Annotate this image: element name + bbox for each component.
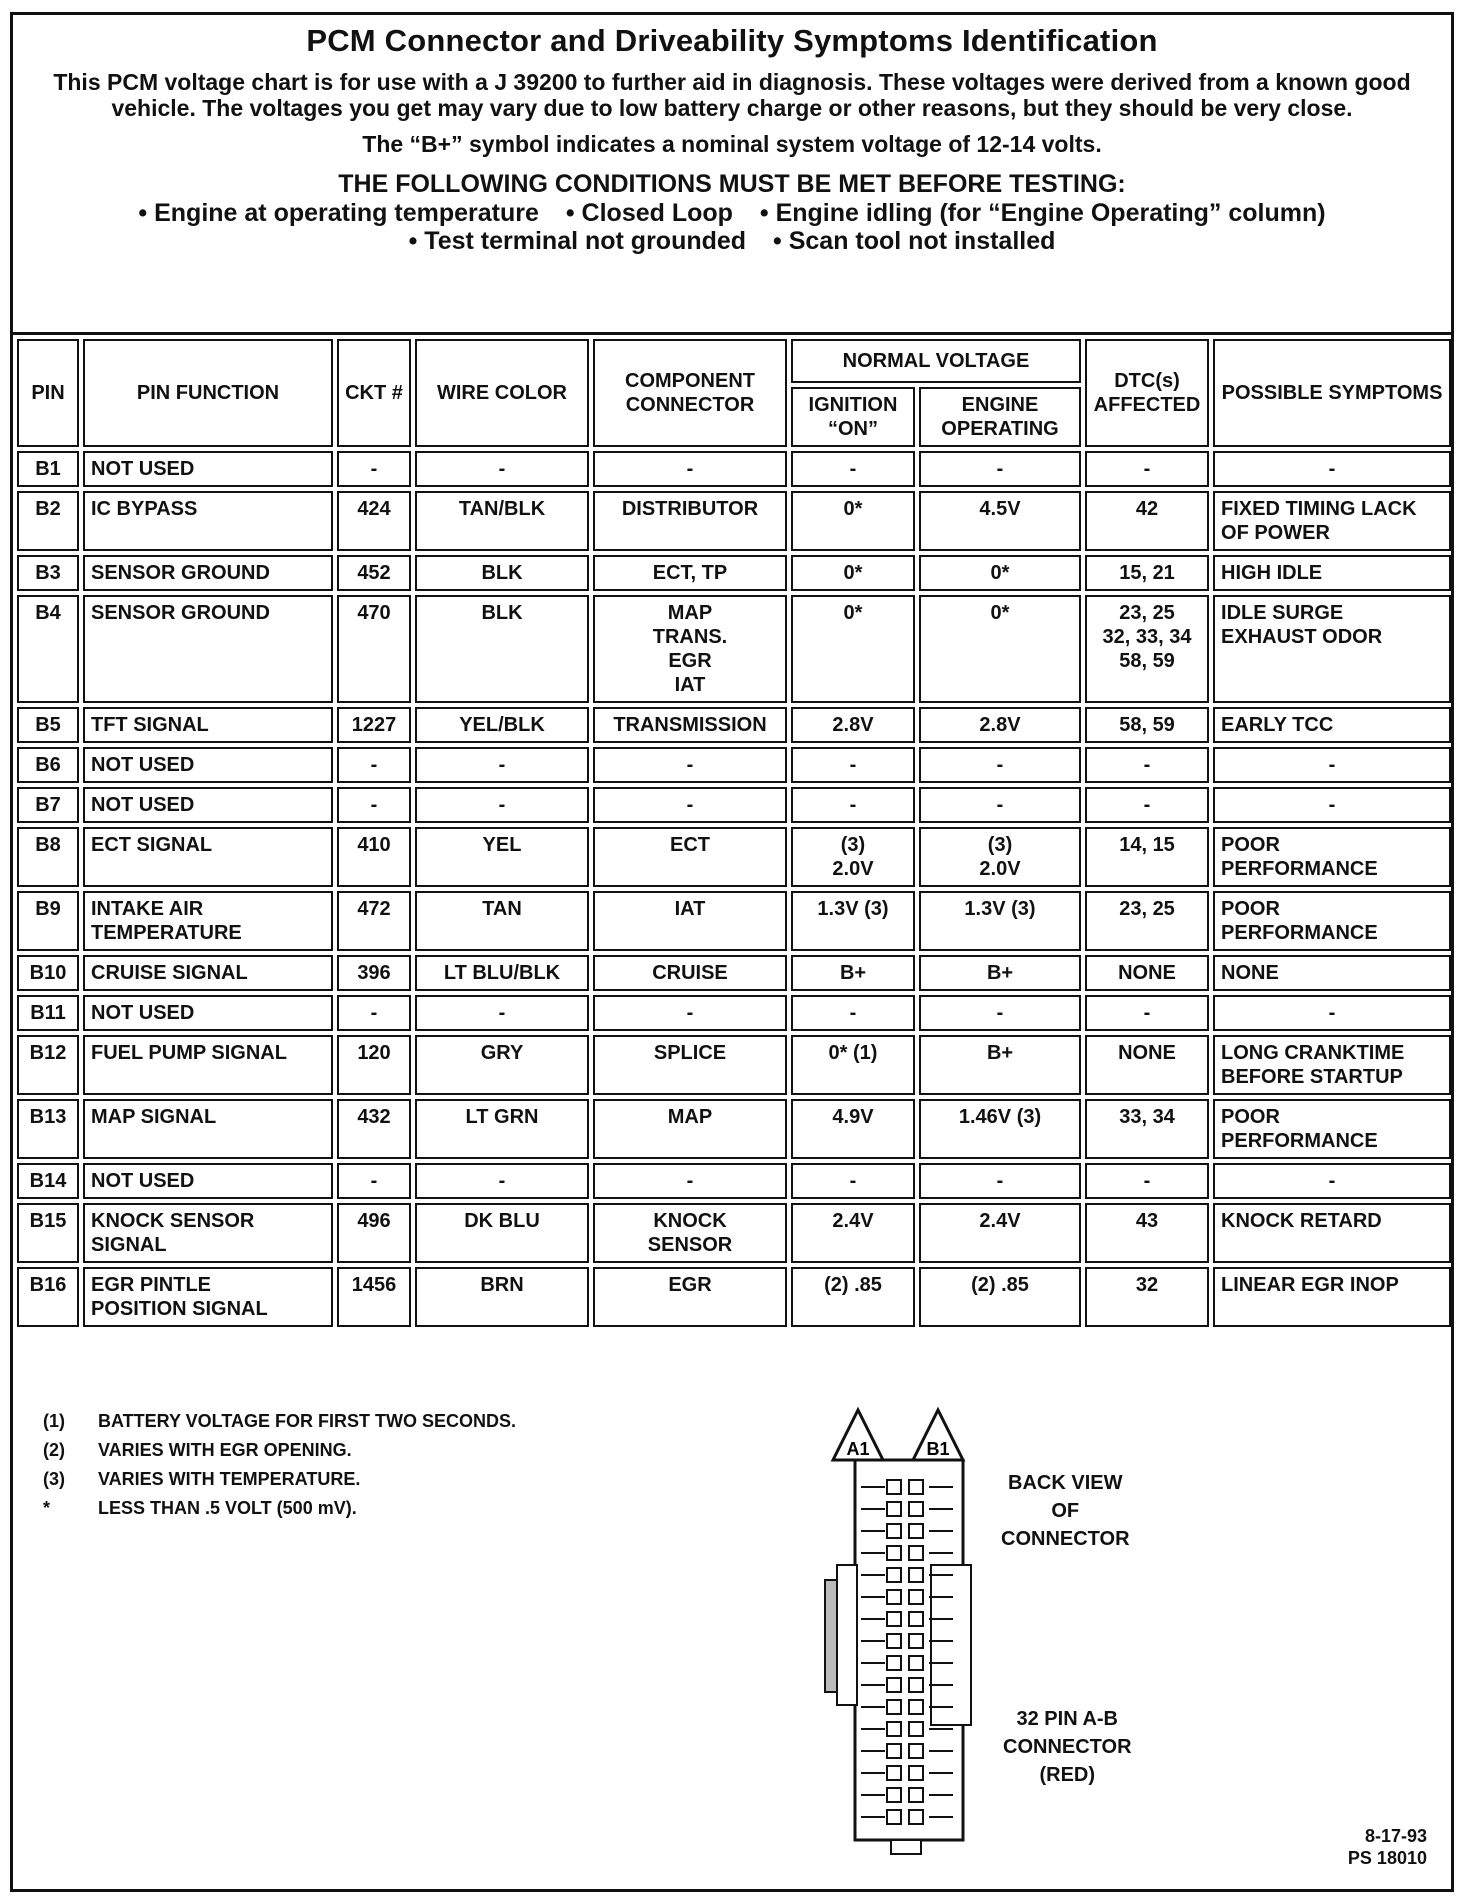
dtc-cell: - — [1085, 747, 1209, 783]
ckt-cell: 472 — [337, 891, 411, 951]
col-header-pin: PIN — [17, 339, 79, 447]
component-cell: MAP — [593, 1099, 787, 1159]
wire-color-cell: LT BLU/BLK — [415, 955, 589, 991]
ckt-cell: 120 — [337, 1035, 411, 1095]
component-cell: DISTRIBUTOR — [593, 491, 787, 551]
symptoms-cell: - — [1213, 787, 1451, 823]
component-cell: IAT — [593, 891, 787, 951]
connector-pin-cell — [909, 1722, 923, 1736]
symptoms-cell: POOR PERFORMANCE — [1213, 891, 1451, 951]
col-header-dtc: DTC(s) AFFECTED — [1085, 339, 1209, 447]
wire-color-cell: - — [415, 1163, 589, 1199]
engine-operating-cell: 1.3V (3) — [919, 891, 1081, 951]
function-cell: TFT SIGNAL — [83, 707, 333, 743]
col-header-component: COMPONENT CONNECTOR — [593, 339, 787, 447]
connector-pin-cell — [909, 1634, 923, 1648]
connector-pin-cell — [887, 1700, 901, 1714]
engine-operating-cell: 0* — [919, 555, 1081, 591]
engine-operating-cell: 1.46V (3) — [919, 1099, 1081, 1159]
ckt-cell: 452 — [337, 555, 411, 591]
connector-pin-cell — [887, 1612, 901, 1626]
pin-cell: B15 — [17, 1203, 79, 1263]
pin-cell: B12 — [17, 1035, 79, 1095]
col-header-ckt: CKT # — [337, 339, 411, 447]
pin-cell: B9 — [17, 891, 79, 951]
pin-cell: B5 — [17, 707, 79, 743]
wire-color-cell: - — [415, 747, 589, 783]
wire-color-cell: BRN — [415, 1267, 589, 1327]
conditions-title: THE FOLLOWING CONDITIONS MUST BE MET BEFORE TESTING: — [338, 170, 1126, 198]
connector-pin-cell — [887, 1480, 901, 1494]
dtc-cell: - — [1085, 1163, 1209, 1199]
wire-color-cell: GRY — [415, 1035, 589, 1095]
symptoms-cell: - — [1213, 1163, 1451, 1199]
function-cell: EGR PINTLE POSITION SIGNAL — [83, 1267, 333, 1327]
table-row — [17, 1099, 1451, 1159]
function-cell: NOT USED — [83, 1163, 333, 1199]
symptoms-cell: POOR PERFORMANCE — [1213, 827, 1451, 887]
symptoms-cell: LINEAR EGR INOP — [1213, 1267, 1451, 1327]
connector-pin-cell — [887, 1568, 901, 1582]
connector-pin-cell — [887, 1634, 901, 1648]
footnote: (2) VARIES WITH EGR OPENING. — [43, 1440, 352, 1460]
pin-a1-label: A1 — [846, 1439, 870, 1459]
ignition-on-cell: 0* — [791, 595, 915, 703]
connector-pin-cell — [909, 1810, 923, 1824]
pin-cell: B11 — [17, 995, 79, 1031]
connector-pin-cell — [909, 1524, 923, 1538]
table-row — [17, 891, 1451, 951]
connector-pin-cell — [887, 1722, 901, 1736]
engine-operating-cell: - — [919, 747, 1081, 783]
connector-pin-cell — [909, 1590, 923, 1604]
pin-table — [13, 335, 1455, 1331]
ckt-cell: - — [337, 1163, 411, 1199]
connector-pin-cell — [909, 1766, 923, 1780]
ignition-on-cell: 0* — [791, 491, 915, 551]
dtc-cell: NONE — [1085, 955, 1209, 991]
component-cell: - — [593, 995, 787, 1031]
engine-operating-cell: 2.4V — [919, 1203, 1081, 1263]
pin-cell: B16 — [17, 1267, 79, 1327]
connector-pin-cell — [887, 1502, 901, 1516]
table-row — [17, 1035, 1451, 1095]
function-cell: INTAKE AIR TEMPERATURE — [83, 891, 333, 951]
symptoms-cell: NONE — [1213, 955, 1451, 991]
conditions-line-1 — [13, 199, 1451, 227]
page-title: PCM Connector and Driveability Symptoms Identification — [306, 23, 1158, 58]
wire-color-cell: YEL — [415, 827, 589, 887]
ignition-on-cell: (3) 2.0V — [791, 827, 915, 887]
table-row — [17, 1203, 1451, 1263]
component-cell: TRANSMISSION — [593, 707, 787, 743]
dtc-cell: - — [1085, 787, 1209, 823]
ckt-cell: 424 — [337, 491, 411, 551]
pin-cell: B1 — [17, 451, 79, 487]
function-cell: NOT USED — [83, 451, 333, 487]
engine-operating-cell: B+ — [919, 1035, 1081, 1095]
wire-color-cell: BLK — [415, 555, 589, 591]
pin-cell: B7 — [17, 787, 79, 823]
connector-pin-cell — [909, 1480, 923, 1494]
symptoms-cell: IDLE SURGE EXHAUST ODOR — [1213, 595, 1451, 703]
function-cell: IC BYPASS — [83, 491, 333, 551]
component-cell: MAP TRANS. EGR IAT — [593, 595, 787, 703]
connector-pin-cell — [887, 1656, 901, 1670]
engine-operating-cell: (2) .85 — [919, 1267, 1081, 1327]
dtc-cell: - — [1085, 995, 1209, 1031]
table-row — [17, 491, 1451, 551]
table-row — [17, 995, 1451, 1031]
symptoms-cell: LONG CRANKTIME BEFORE STARTUP — [1213, 1035, 1451, 1095]
wire-color-cell: YEL/BLK — [415, 707, 589, 743]
footnote: (3) VARIES WITH TEMPERATURE. — [43, 1469, 361, 1489]
ckt-cell: - — [337, 787, 411, 823]
connector-pin-cell — [909, 1788, 923, 1802]
bplus-note: The “B+” symbol indicates a nominal system voltage of 12-14 volts. — [362, 131, 1102, 157]
ignition-on-cell: (2) .85 — [791, 1267, 915, 1327]
component-cell: EGR — [593, 1267, 787, 1327]
dtc-cell: 43 — [1085, 1203, 1209, 1263]
col-header-pin-function: PIN FUNCTION — [83, 339, 333, 447]
dtc-cell: 15, 21 — [1085, 555, 1209, 591]
connector-pin-cell — [887, 1744, 901, 1758]
connector-pin-cell — [887, 1766, 901, 1780]
pin-cell: B2 — [17, 491, 79, 551]
dtc-cell: - — [1085, 451, 1209, 487]
condition-item: • Test terminal not grounded — [408, 227, 747, 255]
table-row — [17, 787, 1451, 823]
col-header-ignition-on: IGNITION “ON” — [791, 387, 915, 447]
pin-cell: B6 — [17, 747, 79, 783]
pin-cell: B8 — [17, 827, 79, 887]
pin-b1-label: B1 — [926, 1439, 950, 1459]
pin-cell: B4 — [17, 595, 79, 703]
connector-lock-tab — [931, 1565, 971, 1725]
connector-pin-cell — [887, 1678, 901, 1692]
ckt-cell: 496 — [337, 1203, 411, 1263]
function-cell: SENSOR GROUND — [83, 555, 333, 591]
wire-color-cell: - — [415, 451, 589, 487]
symptoms-cell: HIGH IDLE — [1213, 555, 1451, 591]
symptoms-cell: EARLY TCC — [1213, 707, 1451, 743]
col-header-wire-color: WIRE COLOR — [415, 339, 589, 447]
ckt-cell: 1456 — [337, 1267, 411, 1327]
component-cell: CRUISE — [593, 955, 787, 991]
table-row — [17, 595, 1451, 703]
table-row — [17, 827, 1451, 887]
connector-pin-cell — [887, 1590, 901, 1604]
pin-cell: B14 — [17, 1163, 79, 1199]
connector-key — [891, 1840, 921, 1854]
pin-cell: B10 — [17, 955, 79, 991]
col-header-symptoms: POSSIBLE SYMPTOMS — [1213, 339, 1451, 447]
engine-operating-cell: B+ — [919, 955, 1081, 991]
engine-operating-cell: - — [919, 787, 1081, 823]
dtc-cell: 23, 25 32, 33, 34 58, 59 — [1085, 595, 1209, 703]
table-row — [17, 707, 1451, 743]
symptoms-cell: POOR PERFORMANCE — [1213, 1099, 1451, 1159]
dtc-cell: 58, 59 — [1085, 707, 1209, 743]
ckt-cell: 1227 — [337, 707, 411, 743]
ignition-on-cell: 1.3V (3) — [791, 891, 915, 951]
document-page — [10, 12, 1454, 1892]
function-cell: SENSOR GROUND — [83, 595, 333, 703]
function-cell: NOT USED — [83, 995, 333, 1031]
component-cell: - — [593, 747, 787, 783]
condition-item: • Engine idling (for “Engine Operating” column) — [759, 199, 1326, 227]
wire-color-cell: LT GRN — [415, 1099, 589, 1159]
engine-operating-cell: - — [919, 1163, 1081, 1199]
engine-operating-cell: 2.8V — [919, 707, 1081, 743]
pin-cell: B3 — [17, 555, 79, 591]
function-cell: NOT USED — [83, 787, 333, 823]
ckt-cell: 470 — [337, 595, 411, 703]
wire-color-cell: DK BLU — [415, 1203, 589, 1263]
connector-pin-cell — [887, 1788, 901, 1802]
pin-table-body — [17, 451, 1451, 1327]
ignition-on-cell: - — [791, 995, 915, 1031]
component-cell: - — [593, 451, 787, 487]
connector-pin-cell — [909, 1612, 923, 1626]
table-row — [17, 555, 1451, 591]
connector-diagram — [813, 1400, 1013, 1860]
ckt-cell: 396 — [337, 955, 411, 991]
connector-pin-cell — [887, 1524, 901, 1538]
component-cell: ECT, TP — [593, 555, 787, 591]
dtc-cell: 14, 15 — [1085, 827, 1209, 887]
ignition-on-cell: 0* (1) — [791, 1035, 915, 1095]
footer-date: 8-17-93 — [1364, 1826, 1427, 1846]
symptoms-cell: KNOCK RETARD — [1213, 1203, 1451, 1263]
ckt-cell: 432 — [337, 1099, 411, 1159]
ignition-on-cell: 4.9V — [791, 1099, 915, 1159]
symptoms-cell: - — [1213, 747, 1451, 783]
component-cell: - — [593, 1163, 787, 1199]
function-cell: FUEL PUMP SIGNAL — [83, 1035, 333, 1095]
table-row — [17, 1163, 1451, 1199]
function-cell: NOT USED — [83, 747, 333, 783]
footer-id: PS 18010 — [1347, 1848, 1427, 1868]
connector-pin-cell — [887, 1546, 901, 1560]
footnote: * LESS THAN .5 VOLT (500 mV). — [43, 1498, 357, 1518]
col-header-normal-voltage: NORMAL VOLTAGE — [791, 339, 1081, 383]
header-block — [13, 15, 1451, 335]
wire-color-cell: TAN — [415, 891, 589, 951]
engine-operating-cell: 0* — [919, 595, 1081, 703]
conditions-line-2 — [13, 227, 1451, 255]
back-view-label: BACK VIEW OF CONNECTOR — [1001, 1472, 1130, 1550]
ignition-on-cell: - — [791, 787, 915, 823]
ckt-cell: - — [337, 451, 411, 487]
pin-cell: B13 — [17, 1099, 79, 1159]
wire-color-cell: - — [415, 995, 589, 1031]
dtc-cell: 42 — [1085, 491, 1209, 551]
footnotes — [43, 1407, 516, 1523]
connector-pin-cell — [887, 1810, 901, 1824]
ignition-on-cell: - — [791, 747, 915, 783]
dtc-cell: NONE — [1085, 1035, 1209, 1095]
engine-operating-cell: (3) 2.0V — [919, 827, 1081, 887]
connector-pin-cell — [909, 1678, 923, 1692]
intro-text: This PCM voltage chart is for use with a J 39200 to further aid in diagnosis. These voltages were derived from a known good vehicle. The voltages you get may vary due to low battery charge or other reasons, but they should be very close. — [53, 69, 1411, 121]
dtc-cell: 32 — [1085, 1267, 1209, 1327]
table-row — [17, 955, 1451, 991]
wire-color-cell: - — [415, 787, 589, 823]
condition-item: • Engine at operating temperature — [138, 199, 539, 227]
connector-pin-cell — [909, 1656, 923, 1670]
connector-latch — [825, 1580, 837, 1692]
symptoms-cell: FIXED TIMING LACK OF POWER — [1213, 491, 1451, 551]
component-cell: KNOCK SENSOR — [593, 1203, 787, 1263]
dtc-cell: 23, 25 — [1085, 891, 1209, 951]
symptoms-cell: - — [1213, 451, 1451, 487]
wire-color-cell: BLK — [415, 595, 589, 703]
connector-pin-cell — [909, 1502, 923, 1516]
ckt-cell: - — [337, 995, 411, 1031]
wire-color-cell: TAN/BLK — [415, 491, 589, 551]
table-row — [17, 747, 1451, 783]
condition-item: • Scan tool not installed — [773, 227, 1056, 255]
engine-operating-cell: - — [919, 451, 1081, 487]
connector-pin-cell — [909, 1700, 923, 1714]
table-row — [17, 1267, 1451, 1327]
ckt-cell: 410 — [337, 827, 411, 887]
ignition-on-cell: - — [791, 451, 915, 487]
component-cell: ECT — [593, 827, 787, 887]
ignition-on-cell: - — [791, 1163, 915, 1199]
dtc-cell: 33, 34 — [1085, 1099, 1209, 1159]
ignition-on-cell: 2.4V — [791, 1203, 915, 1263]
col-header-engine-operating: ENGINE OPERATING — [919, 387, 1081, 447]
connector-type-label: 32 PIN A-B CONNECTOR (RED) — [1003, 1708, 1132, 1786]
engine-operating-cell: 4.5V — [919, 491, 1081, 551]
footnote: (1) BATTERY VOLTAGE FOR FIRST TWO SECONDS. — [43, 1411, 516, 1431]
table-row — [17, 451, 1451, 487]
engine-operating-cell: - — [919, 995, 1081, 1031]
function-cell: CRUISE SIGNAL — [83, 955, 333, 991]
symptoms-cell: - — [1213, 995, 1451, 1031]
ignition-on-cell: B+ — [791, 955, 915, 991]
connector-pin-cell — [909, 1568, 923, 1582]
connector-pin-cell — [909, 1744, 923, 1758]
function-cell: MAP SIGNAL — [83, 1099, 333, 1159]
component-cell: - — [593, 787, 787, 823]
function-cell: KNOCK SENSOR SIGNAL — [83, 1203, 333, 1263]
ignition-on-cell: 0* — [791, 555, 915, 591]
connector-side-tab — [837, 1565, 857, 1705]
condition-item: • Closed Loop — [565, 199, 733, 227]
ignition-on-cell: 2.8V — [791, 707, 915, 743]
ckt-cell: - — [337, 747, 411, 783]
function-cell: ECT SIGNAL — [83, 827, 333, 887]
component-cell: SPLICE — [593, 1035, 787, 1095]
connector-pin-cell — [909, 1546, 923, 1560]
footer-doc-id — [1348, 1825, 1427, 1869]
